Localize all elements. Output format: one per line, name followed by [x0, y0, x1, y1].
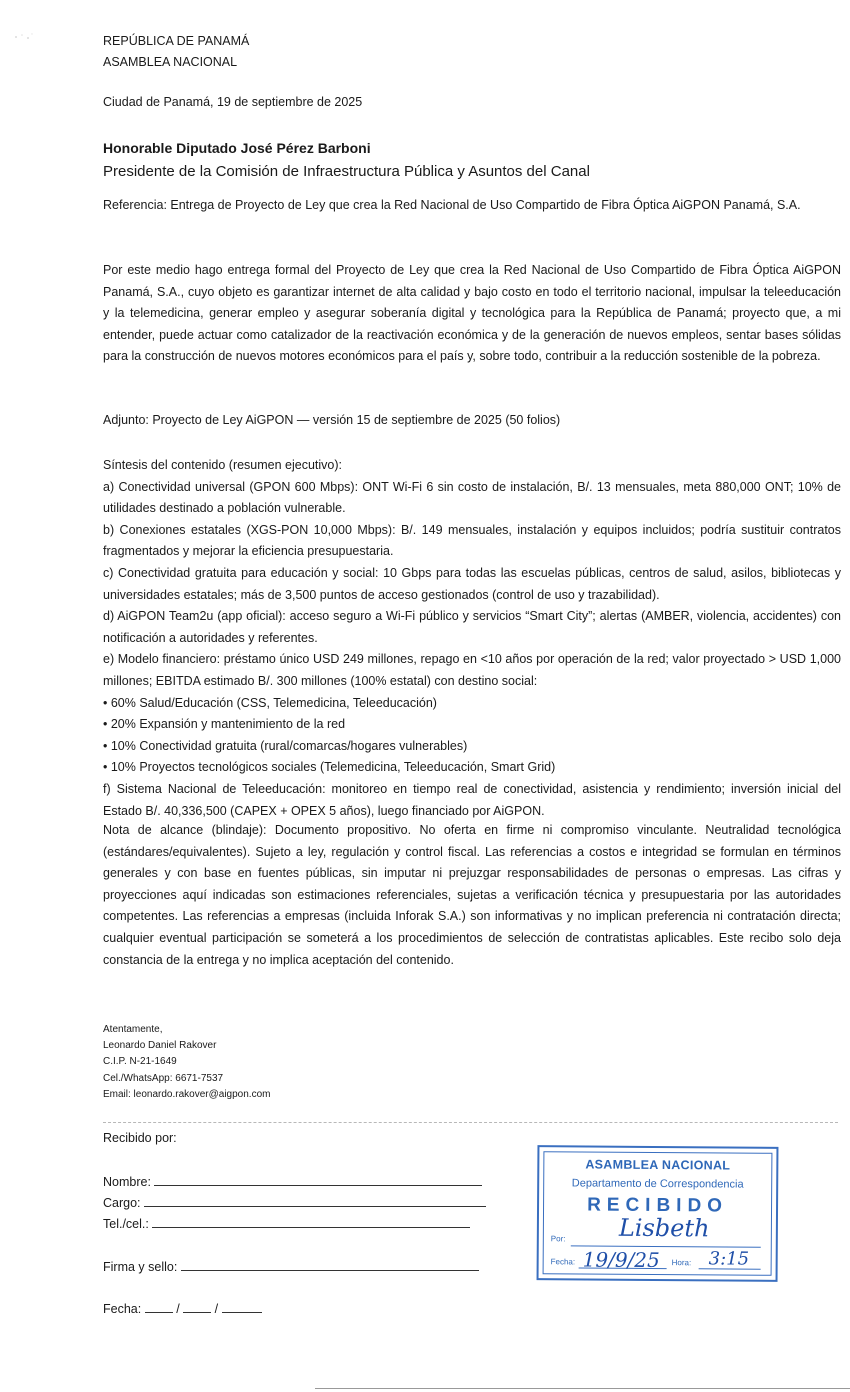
stamp-status: RECIBIDO [587, 1194, 729, 1217]
addressee-name: Honorable Diputado José Pérez Barboni [103, 140, 371, 156]
summary-item-f: f) Sistema Nacional de Teleeducación: monitoreo en tiempo real de conectividad, asistencia y rendimiento; inversión inicial del Estado B/. 40,336,500 (CAPEX + OPEX 5 años), luego financiado por AiGPON. [103, 781, 841, 818]
signature-seal-field[interactable] [181, 1258, 479, 1271]
stamp-time-handwriting: 3:15 [708, 1248, 750, 1270]
stamp-by-handwriting: Lisbeth [618, 1213, 710, 1243]
stamp-time-label: Hora: [671, 1258, 692, 1268]
date-field-row [103, 1300, 262, 1316]
name-field-row [103, 1173, 482, 1189]
date-label: Fecha: [103, 1302, 142, 1316]
scope-note-paragraph: Nota de alcance (blindaje): Documento propositivo. No oferta en firme ni compromiso vinculante. Neutralidad tecnológica (estándares/equivalentes). Sujeto a ley, regulación y control fiscal. Las referencias a costos e integridad se formulan en términos generales y con base en fuentes públicas, sin imputar ni prejuzgar responsabilidades de personas o empresas. Las cifras y proyecciones aquí indicadas son estimaciones referenciales, sujetas a verificación técnica y presupuestaria por las autoridades competentes. Las referencias a empresas (incluida Inforak S.A.) son informativas y no implican preferencia ni contratación directa; cualquier eventual participación se someterá a los procedimientos de selección de contratistas aplicables. Este recibo solo deja constancia de la entrega y no implica aceptación del contenido. [103, 823, 841, 967]
phone-label: Tel./cel.: [103, 1217, 149, 1231]
signature-seal-label: Firma y sello: [103, 1260, 178, 1274]
letterhead-institution: ASAMBLEA NACIONAL [103, 55, 238, 69]
section-divider [103, 1122, 838, 1123]
summary-item-a: a) Conectividad universal (GPON 600 Mbps): ONT Wi-Fi 6 sin costo de instalación, B/. 13 mensuales, meta 880,000 ONT; 10% de utilidades destinado a población vulnerable. [103, 479, 841, 516]
received-by-heading: Recibido por: [103, 1131, 177, 1145]
position-label: Cargo: [103, 1196, 141, 1210]
page-bottom-edge [315, 1388, 850, 1389]
letterhead [103, 31, 249, 73]
received-stamp [537, 1145, 779, 1282]
date-line: Ciudad de Panamá, 19 de septiembre de 2025 [103, 95, 363, 109]
stamp-department: Departamento de Correspondencia [571, 1177, 744, 1191]
summary-bullet-tech-projects: • 10% Proyectos tecnológicos sociales (Telemedicina, Teleeducación, Smart Grid) [103, 760, 556, 775]
attachment-line: Adjunto: Proyecto de Ley AiGPON — versión 15 de septiembre de 2025 (50 folios) [103, 413, 561, 427]
summary-bullet-health-education: • 60% Salud/Educación (CSS, Telemedicina, Teleeducación) [103, 695, 437, 710]
date-month-field[interactable] [183, 1300, 211, 1313]
signature-name: Leonardo Daniel Rakover [103, 1040, 217, 1052]
stamp-date-handwriting: 19/9/25 [582, 1247, 660, 1273]
date-day-field[interactable] [145, 1300, 173, 1313]
intro-paragraph: Por este medio hago entrega formal del Proyecto de Ley que crea la Red Nacional de Uso Compartido de Fibra Óptica AiGPON Panamá, S.A., cuyo objeto es garantizar internet de alta calidad y bajo costo en todo el territorio nacional, impulsar la teleeducación y la telemedicina, generar empleo y asegurar soberanía digital y tecnológica para la República de Panamá; proyecto que, a mi entender, puede actuar como catalizador de la reactivación económica y de la generación de nuevos empleos, sentar bases sólidas para la construcción de nuevos motores económicos para el país y, sobre todo, contribuir a la reducción sostenible de la pobreza. [103, 263, 841, 364]
summary-item-b: b) Conexiones estatales (XGS-PON 10,000 Mbps): B/. 149 mensuales, instalación y equipos incluidos; podría sustituir contratos fragmentados y mejorar la eficiencia presupuestaria. [103, 522, 841, 559]
signature-field-row [103, 1258, 479, 1274]
date-separator: / [214, 1302, 219, 1316]
summary-item-e: e) Modelo financiero: préstamo único USD 249 millones, repago en <10 años por operación de la red; valor proyectado > USD 1,000 millones; EBITDA estimado B/. 300 millones (100% estatal) con destino social: [103, 652, 841, 688]
signature-closing: Atentamente, [103, 1024, 163, 1035]
summary-item-c: c) Conectividad gratuita para educación y social: 10 Gbps para todas las escuelas públicas, centros de salud, asilos, bibliotecas y universidades estatales; más de 3,500 puntos de acceso gestionados (control de uso y trazabilidad). [103, 565, 841, 602]
summary-heading: Síntesis del contenido (resumen ejecutivo): [103, 458, 343, 472]
position-field-row [103, 1194, 486, 1210]
position-field[interactable] [144, 1194, 486, 1207]
executive-summary [103, 455, 841, 822]
date-separator: / [176, 1302, 180, 1316]
signature-email: Email: leonardo.rakover@aigpon.com [103, 1088, 271, 1100]
name-label: Nombre: [103, 1175, 151, 1189]
summary-bullet-expansion: • 20% Expansión y mantenimiento de la red [103, 717, 346, 732]
summary-bullet-free-connectivity: • 10% Conectividad gratuita (rural/comarcas/hogares vulnerables) [103, 738, 468, 753]
summary-item-d: d) AiGPON Team2u (app oficial): acceso seguro a Wi-Fi público y servicios “Smart City”; alertas (AMBER, violencia, accidentes) con notificación a autoridades y referentes. [103, 609, 841, 645]
phone-field[interactable] [152, 1215, 470, 1228]
scan-speck-mark [10, 30, 36, 44]
name-field[interactable] [154, 1173, 482, 1186]
date-year-field[interactable] [222, 1300, 262, 1313]
stamp-by-label: Por: [550, 1234, 566, 1244]
letterhead-country: REPÚBLICA DE PANAMÁ [103, 34, 250, 48]
reference-paragraph: Referencia: Entrega de Proyecto de Ley que crea la Red Nacional de Uso Compartido de Fibra Óptica AiGPON Panamá, S.A. [103, 198, 801, 212]
signature-id: C.I.P. N-21-1649 [103, 1056, 177, 1068]
signature-phone: Cel./WhatsApp: 6671-7537 [103, 1072, 224, 1084]
addressee-title: Presidente de la Comisión de Infraestructura Pública y Asuntos del Canal [103, 163, 590, 180]
stamp-date-label: Fecha: [550, 1257, 576, 1267]
phone-field-row [103, 1215, 470, 1231]
signature-block [103, 1022, 270, 1103]
stamp-title: ASAMBLEA NACIONAL [585, 1157, 731, 1173]
